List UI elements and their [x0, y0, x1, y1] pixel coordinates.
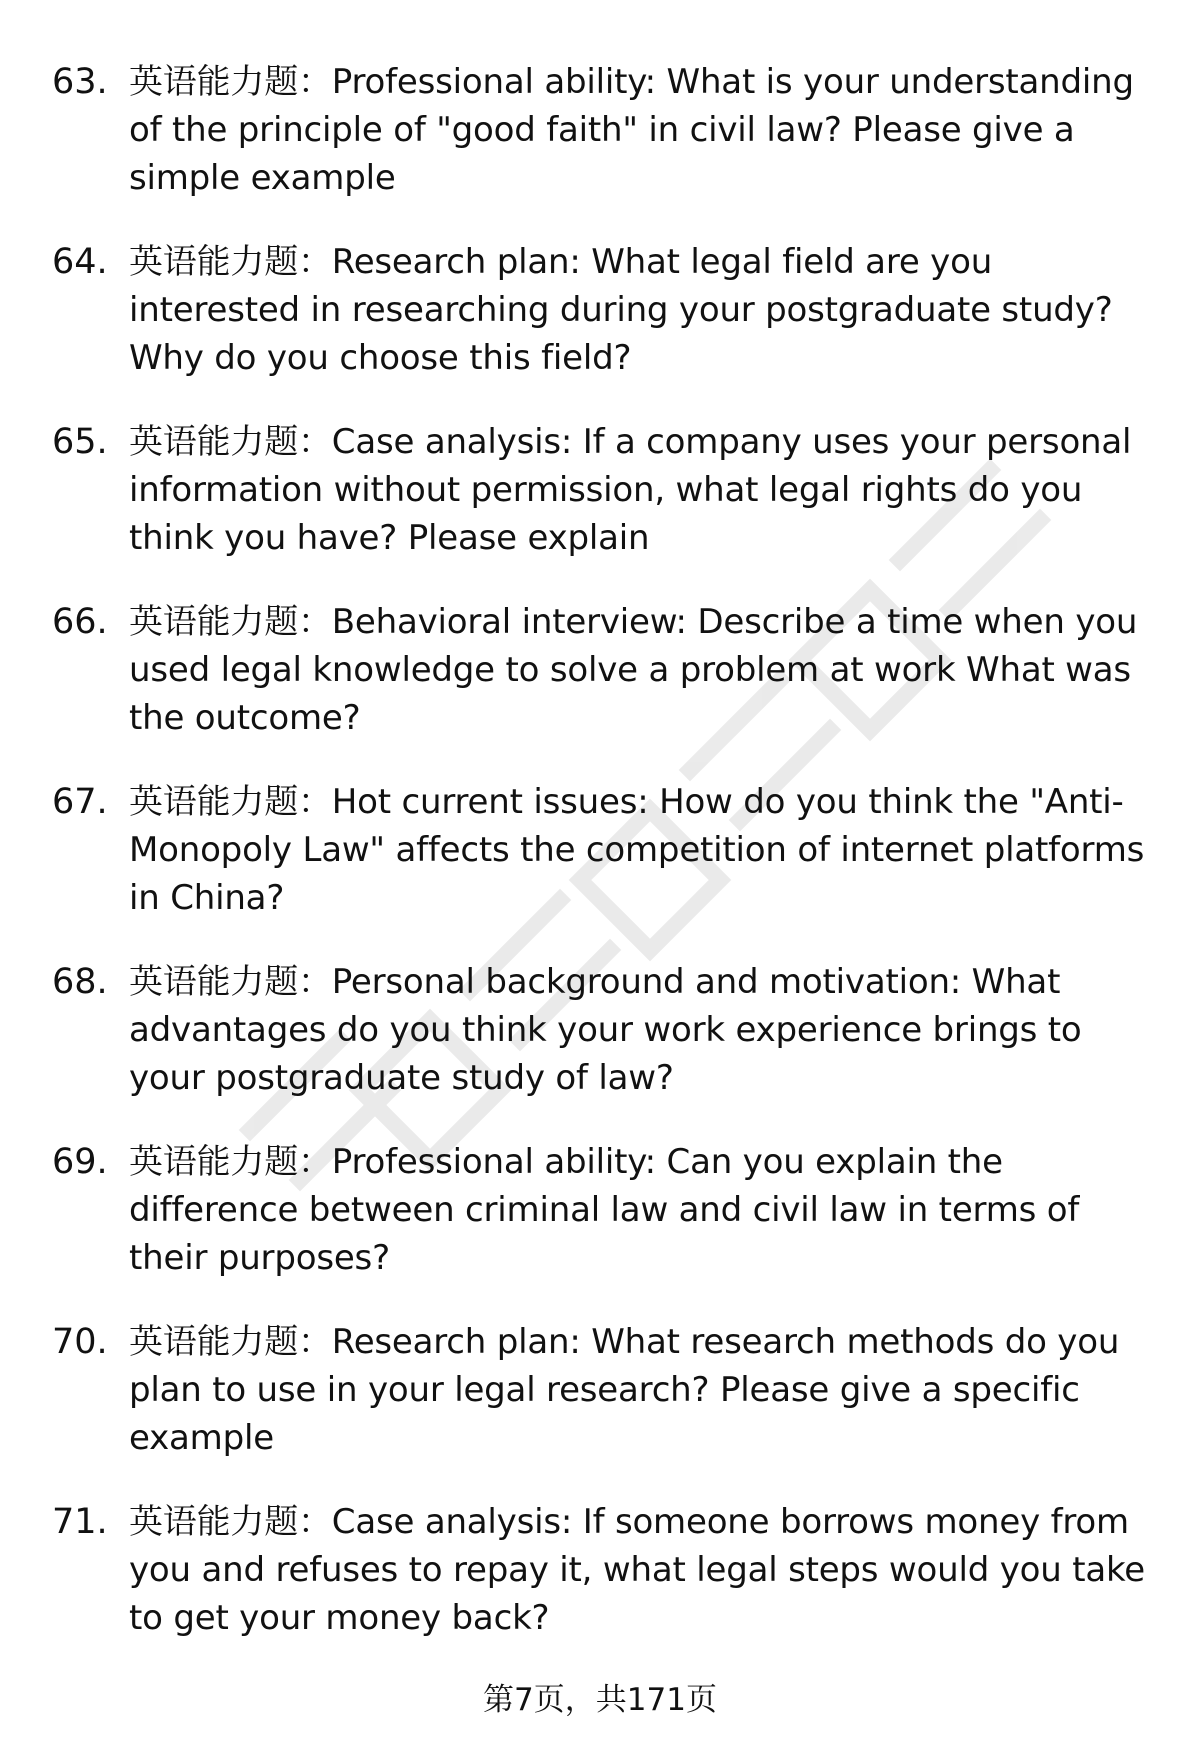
list-item [52, 778, 1162, 958]
question-number: 63. [52, 62, 108, 102]
question-number: 64. [52, 242, 108, 282]
question-text: 英语能力题：Case analysis: If a company uses your personal information without permission, what legal rights do you think you have? Please explain [129, 422, 1132, 558]
question-number: 68. [52, 962, 108, 1002]
question-text: 英语能力题：Hot current issues: How do you think the "Anti-Monopoly Law" affects the competition of internet platforms in China? [129, 782, 1145, 918]
question-list [52, 58, 1162, 1678]
question-number: 66. [52, 602, 108, 642]
question-number: 71. [52, 1502, 108, 1542]
list-item [52, 1138, 1162, 1318]
list-item [52, 958, 1162, 1138]
question-text: 英语能力题：Personal background and motivation: What advantages do you think your work experience brings to your postgraduate study of law? [129, 962, 1082, 1098]
page-number-footer: 第7页，共171页 [483, 1682, 717, 1718]
question-number: 65. [52, 422, 108, 462]
question-text: 英语能力题：Professional ability: Can you explain the difference between criminal law and civil law in terms of their purposes? [129, 1142, 1080, 1278]
question-text: 英语能力题：Research plan: What legal field are you interested in researching during your postgraduate study? Why do you choose this field? [129, 242, 1113, 378]
list-item [52, 598, 1162, 778]
list-item [52, 238, 1162, 418]
list-item [52, 1498, 1162, 1678]
list-item [52, 1318, 1162, 1498]
question-text: 英语能力题：Case analysis: If someone borrows money from you and refuses to repay it, what legal steps would you take to get your money back? [129, 1502, 1145, 1638]
list-item [52, 418, 1162, 598]
question-text: 英语能力题：Behavioral interview: Describe a time when you used legal knowledge to solve a problem at work What was the outcome? [129, 602, 1138, 738]
question-text: 英语能力题：Research plan: What research methods do you plan to use in your legal research? Please give a specific example [129, 1322, 1120, 1458]
question-number: 70. [52, 1322, 108, 1362]
question-text: 英语能力题：Professional ability: What is your understanding of the principle of "good faith" in civil law? Please give a simple example [129, 62, 1134, 198]
question-number: 69. [52, 1142, 108, 1182]
list-item [52, 58, 1162, 238]
question-number: 67. [52, 782, 108, 822]
